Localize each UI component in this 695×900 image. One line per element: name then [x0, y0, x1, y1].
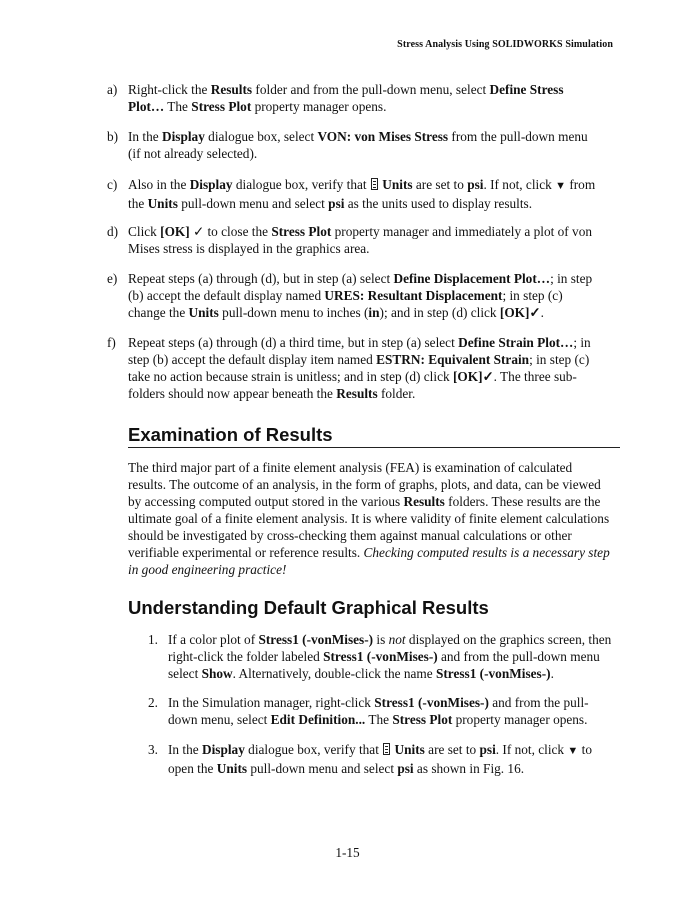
step-marker: b)	[107, 129, 119, 144]
numbered-item-1: 1. If a color plot of Stress1 (-vonMises-) is not displayed on the graphics screen, then right-click the folder labeled Stress1 (-vonMises-) and from the pull-down menu select Show. Alternatively, double-click the name Stress1 (-vonMises-).	[148, 632, 612, 681]
item-marker: 2.	[148, 695, 158, 710]
numbered-item-3: 3. In the Display dialogue box, verify that Units are set to psi. If not, click ▼ to open the Units pull-down menu and select psi as shown in Fig. 16.	[148, 742, 592, 776]
dropdown-arrow-icon: ▼	[555, 180, 566, 192]
step-marker: a)	[107, 82, 118, 97]
step-marker: c)	[107, 177, 118, 192]
step-a: a) Right-click the Results folder and from the pull-down menu, select Define Stress Plot… The Stress Plot property manager opens.	[107, 82, 564, 114]
dropdown-arrow-icon: ▼	[567, 745, 579, 757]
running-header: Stress Analysis Using SOLIDWORKS Simulation	[397, 39, 613, 50]
step-b: b) In the Display dialogue box, select VON: von Mises Stress from the pull-down menu (if not already selected).	[107, 129, 588, 161]
step-e: e) Repeat steps (a) through (d), but in step (a) select Define Displacement Plot…; in step (b) accept the default display named URES: Resultant Displacement; in step (c) change the Units pull-down menu to inches (in); and in step (d) click [OK]✓.	[107, 271, 593, 320]
step-marker: f)	[107, 335, 116, 350]
item-marker: 1.	[148, 632, 158, 647]
units-icon	[383, 743, 390, 755]
page-number: 1-15	[335, 845, 360, 860]
numbered-item-2: 2. In the Simulation manager, right-click Stress1 (-vonMises-) and from the pull-down menu, select Edit Definition... The Stress Plot property manager opens.	[148, 695, 589, 727]
step-marker: e)	[107, 271, 118, 286]
section-heading-examination: Examination of Results	[128, 424, 620, 448]
step-f: f) Repeat steps (a) through (d) a third time, but in step (a) select Define Strain Plot…; in step (b) accept the default display item named ESTRN: Equivalent Strain; in step (c) take no action because strain is unitless; and in step (d) click [OK]✓. The three sub-folders should now appear beneath the Results folder.	[107, 335, 591, 401]
item-marker: 3.	[148, 742, 158, 757]
section-heading-default-results: Understanding Default Graphical Results	[128, 597, 489, 618]
step-c: c) Also in the Display dialogue box, verify that Units are set to psi. If not, click ▼ from the Units pull-down menu and select psi as the units used to display results.	[107, 177, 596, 211]
step-marker: d)	[107, 224, 119, 239]
units-icon	[371, 178, 378, 190]
body-paragraph: The third major part of a finite element analysis (FEA) is examination of calculated results. The outcome of an analysis, in the form of graphs, plots, and data, can be viewed by accessing computed output stored in the various Results folders. These results are the ultimate goal of a finite element analysis. It is where validity of finite element calculations should be investigated by cross-checking them against manual calculations or other verifiable experimental or reference results. Checking computed results is a necessary step in good engineering practice!	[128, 460, 610, 577]
step-d: d) Click [OK] ✓ to close the Stress Plot property manager and immediately a plot of von Mises stress is displayed in the graphics area.	[107, 224, 592, 256]
